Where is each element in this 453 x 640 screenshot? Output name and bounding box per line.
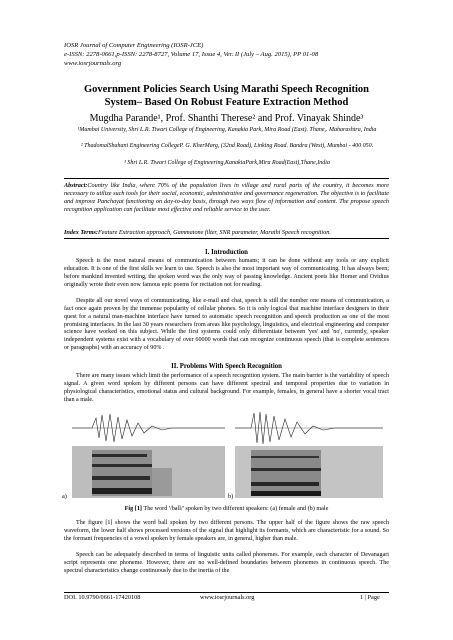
- figure-caption-text: The word '/ball/' spoken by two different speakers: (a) female and (b) male: [142, 505, 329, 512]
- intro-paragraph-2: [64, 298, 389, 353]
- footer-divider: [64, 592, 389, 593]
- index-terms-label: Index Terms:: [64, 229, 98, 236]
- journal-header: [64, 41, 318, 68]
- affiliation-1: ¹Mumbai University, Shri L.R. Tiwari College of Engineering, Kanakia Park, Mira Road (East). Thane,. Maharashtra, India: [77, 127, 377, 133]
- journal-name: IOSR Journal of Computer Engineering (IOSR-JCE): [64, 42, 204, 49]
- abstract-text: Country like India, where 70% of the population lives in village and rural parts of the country, it becomes more necessary to utilize such tools for their social, economic, administrative and governance regeneration. The objective is to facilitate and improve Panchayat functioning on day-to-day basis, through two ways flow of information and content. The propose speech recognition application can facilitate most effective and reliable service to the user.: [64, 182, 389, 213]
- figure-label-a: a): [62, 493, 67, 500]
- intro-paragraph-2-text: Despite all our novel ways of communicating, like e-mail and chat, speech is still the number one means of communication, a fact once again proven by the immense popularity of cellular phones. So it is only logical that machine interface designers in their quest for a natural man-machine interface have turned to automatic speech recognition and speech production as one of the most promising interfaces. In the last 30 years researchers from areas like psychology, linguistics, and electrical engineering and computer science have worked on this subject. While the first systems could only differentiate between 'yes' and 'no', currently, speaker independent systems exist with a vocabulary of over 60000 words that can recognize continuous speech (that is complete sentences or paragraphs) with an accuracy of 90% .: [64, 298, 389, 352]
- affiliation-2: ² ThadomalShahani Engineering CollegeP. G. KherMarg, (32nd Road), Linking Road. Bandra (West), Mumbai - 400 050.: [80, 143, 374, 149]
- divider-top: [64, 178, 389, 179]
- figure-caption: [64, 505, 389, 512]
- abstract-label: Abstract:: [64, 182, 88, 189]
- footer-doi: DOI. 10.9790/0661-17420108: [64, 594, 141, 601]
- journal-issn: e-ISSN: 2278-0661,p-ISSN: 2278-8727, Volume 17, Issue 4, Ver. II (July – Aug. 2015), PP 01-08: [64, 51, 319, 58]
- figure-1b-svg: [235, 408, 383, 498]
- after-figure-paragraph-2: [64, 552, 389, 576]
- after-figure-paragraph-1-text: The figure [1] shows the word ball spoken by two different persons. The upper half of the figure shows the raw speech waveform, the lower half shows processed versions of the signal that highlight its formants, which are characteristic for a sound. So the formant frequencies of a vowel spoken by female speakers are, in general, higher than male.: [64, 520, 389, 542]
- intro-paragraph-1: [64, 258, 389, 289]
- figure-label-b: b): [228, 493, 234, 500]
- section-heading-introduction: I. Introduction: [205, 249, 248, 256]
- index-terms-text: Feature Extraction approach, Gammatone filter, SNR parameter, Marathi Speech recognition.: [97, 229, 331, 236]
- title-line-2: System– Based On Robust Feature Extraction Method: [104, 97, 349, 108]
- journal-url: www.iosrjournals.org: [64, 60, 122, 67]
- author-list: Mugdha Parande¹, Prof. Shanthi Therese² and Prof. Vinayak Shinde³: [89, 113, 364, 124]
- paper-title: [50, 83, 403, 109]
- problems-paragraph-1: [64, 373, 389, 404]
- footer-page-number: 1 | Page: [360, 594, 380, 601]
- after-figure-paragraph-2-text: Speech can be adequately described in terms of linguistic units called phonemes. For example, each character of Devanagari script represents one phoneme. However, there are no well-defined boundaries between phonemes in continuous speech. The spectral characteristics change continuously due to the inertia of the: [64, 552, 389, 574]
- title-line-1: Government Policies Search Using Marathi Speech Recognition: [83, 84, 370, 95]
- figure-caption-label: Fig [1]: [124, 505, 142, 512]
- intro-paragraph-1-text: Speech is the most natural means of communication between humans; it can be done without any tools or any explicit education. It is one of the first skills we learn to use. Speech is also the most important way of communicating. It has always been; before mankind invented writing, the spoken word was the only way of passing knowledge. Ancient poets like Homer and Ovidius originally wrote their even now famous epic poems for recitation not for reading.: [64, 258, 389, 288]
- section-heading-problems: II. Problems With Speech Recognition: [171, 363, 282, 370]
- index-terms: [64, 229, 389, 237]
- problems-paragraph-1-text: There are many issues which limit the performance of a speech recognition system. The main barrier is the variability of speech signal. A given word spoken by different persons can have different spectral and temporal properties due to variation in physiological characteristics, emotional status and cultural background. For example, females, in general have a shorter vocal tract than a male.: [64, 373, 389, 403]
- figure-1a-spectrogram: [72, 408, 225, 498]
- footer-site: www.iosrjournals.org: [200, 594, 255, 601]
- figure-1a-svg: [72, 408, 225, 498]
- divider-bottom: [64, 238, 389, 239]
- affiliation-3: ³ Shri L.R. Tiwari College of Engineering,KanakiaPark,Mira Road(East),Thane,India: [124, 160, 330, 166]
- figure-1b-spectrogram: [235, 408, 383, 498]
- after-figure-paragraph-1: [64, 520, 389, 544]
- abstract: [64, 182, 389, 214]
